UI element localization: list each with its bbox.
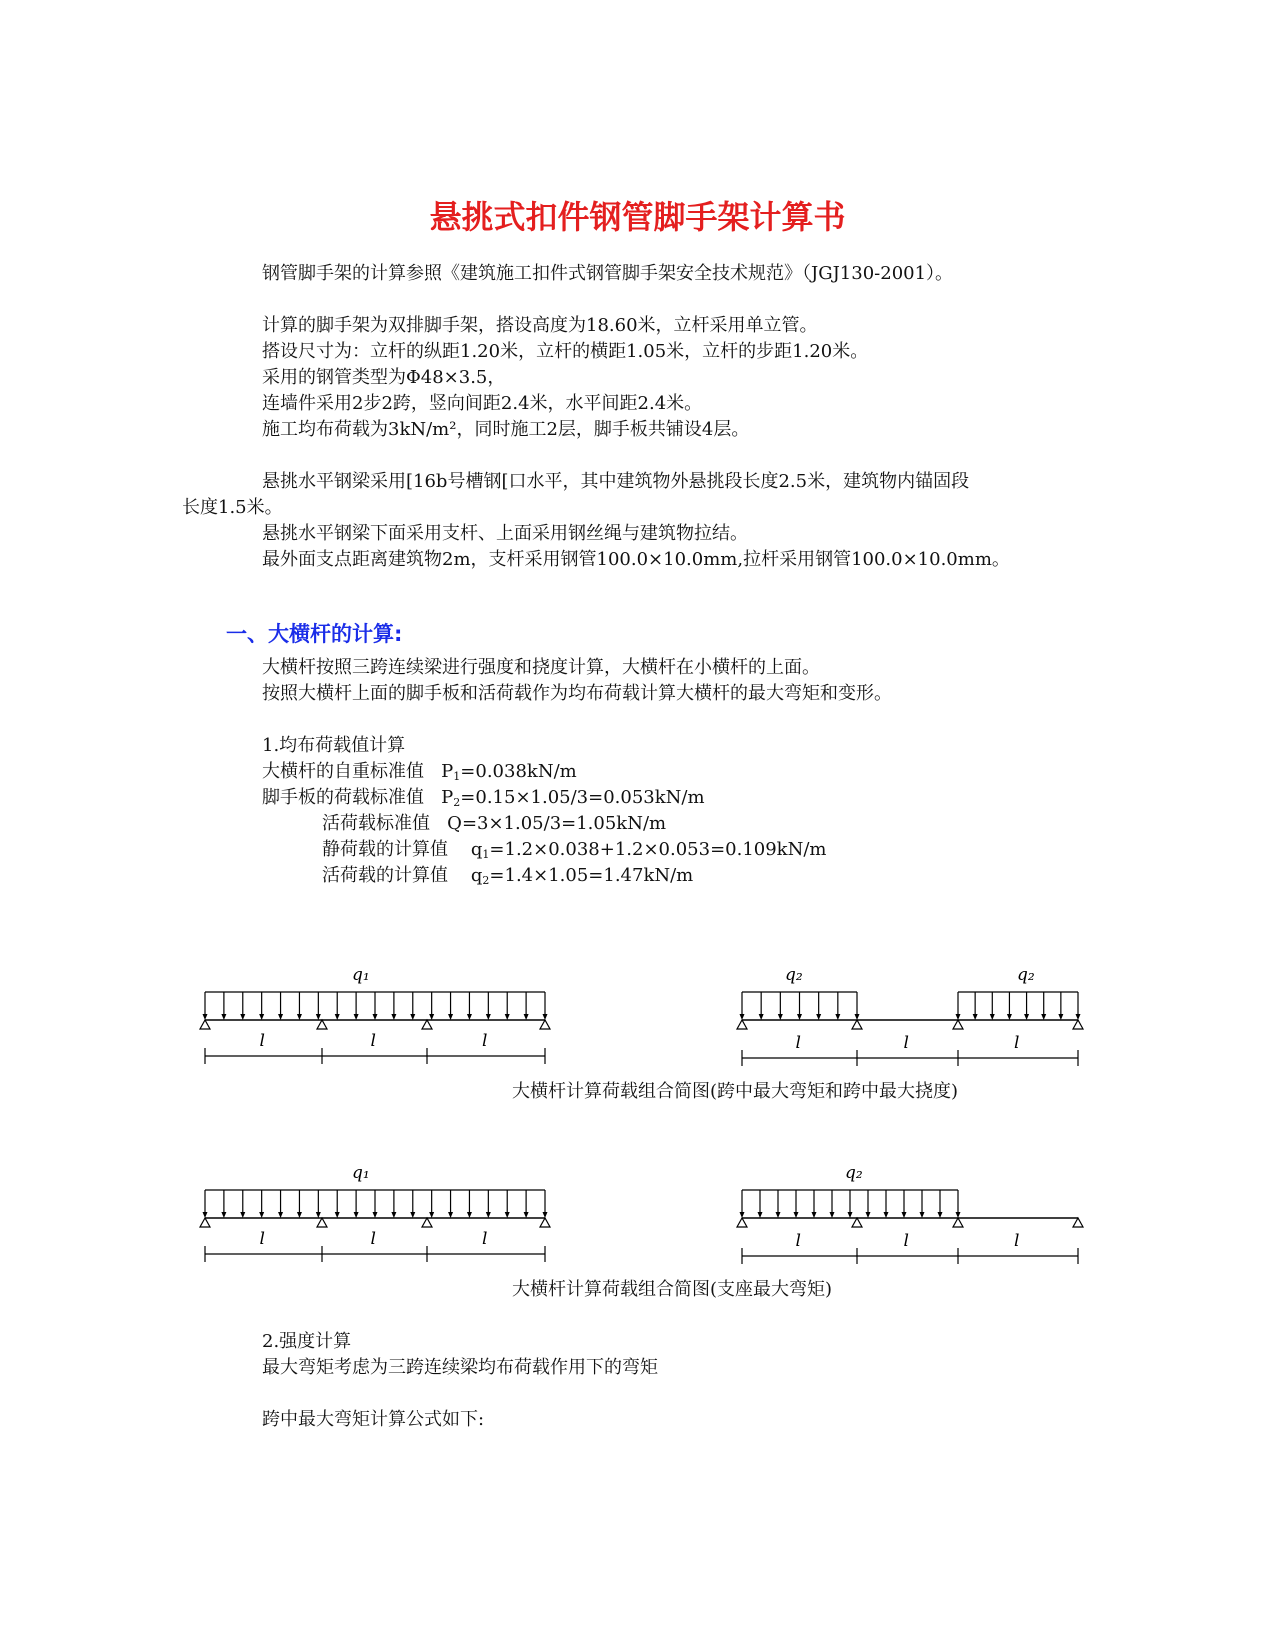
pin-support	[953, 1218, 963, 1227]
load-arrow-head	[776, 1212, 781, 1218]
intro-line-9: 悬挑水平钢梁下面采用支杆、上面采用钢丝绳与建筑物拉结。	[262, 523, 748, 544]
load-expression: =3×1.05/3=1.05kN/m	[461, 813, 667, 834]
intro-line-8: 长度1.5米。	[182, 497, 283, 518]
intro-line-6: 施工均布荷载为3kN/m²，同时施工2层，脚手板共铺设4层。	[262, 419, 750, 440]
span-label: l	[1014, 1231, 1020, 1251]
diagram-b	[737, 965, 1083, 1066]
load-arrow-head	[1058, 1014, 1063, 1020]
formula-intro: 跨中最大弯矩计算公式如下:	[262, 1409, 485, 1430]
load-arrow-head	[467, 1014, 472, 1020]
load-expression: =1.4×1.05=1.47kN/m	[489, 865, 694, 886]
load-symbol: q	[470, 839, 483, 860]
load-arrow-head	[884, 1212, 889, 1218]
load-arrow-head	[410, 1212, 415, 1218]
load-label: 静荷载的计算值	[322, 839, 448, 860]
load-arrow-head	[467, 1212, 472, 1218]
dimension-line	[742, 1231, 1078, 1264]
load-arrow-head	[316, 1212, 321, 1218]
pin-support	[737, 1218, 747, 1227]
load-label-q1: q₁	[352, 965, 370, 985]
load-arrow-head	[448, 1014, 453, 1020]
pin-support	[852, 1020, 862, 1029]
load-symbol: P	[441, 761, 454, 782]
load-symbol: Q	[447, 813, 462, 834]
span-label: l	[903, 1033, 909, 1053]
span-label: l	[482, 1031, 488, 1051]
span-label: l	[482, 1229, 488, 1249]
load-arrow-head	[278, 1212, 283, 1218]
load-arrow-head	[259, 1014, 264, 1020]
load-arrow-head	[278, 1014, 283, 1020]
pin-support	[953, 1020, 963, 1029]
load-arrow-head	[486, 1212, 491, 1218]
span-label: l	[370, 1229, 376, 1249]
load-arrow-head	[240, 1014, 245, 1020]
load-arrow-head	[448, 1212, 453, 1218]
dimension-line	[742, 1033, 1078, 1066]
load-label: 活荷载的计算值	[322, 865, 448, 886]
load-arrows	[956, 992, 1081, 1020]
intro-line-10: 最外面支点距离建筑物2m，支杆采用钢管100.0×10.0mm,拉杆采用钢管100.0×10.0mm。	[262, 549, 1010, 570]
load-arrow-head	[973, 1014, 978, 1020]
load-subscript: 2	[453, 796, 461, 809]
load-label: 大横杆的自重标准值	[262, 761, 424, 782]
intro-line-7: 悬挑水平钢梁采用[16b号槽钢[口水平，其中建筑物外悬挑段长度2.5米，建筑物内锚固段	[262, 471, 970, 492]
section-heading: 一、大横杆的计算:	[226, 622, 403, 646]
load-expression: =0.038kN/m	[460, 761, 577, 782]
diagram-a	[200, 965, 550, 1064]
load-label-q2-right: q₂	[1017, 965, 1035, 985]
load-arrow-head	[486, 1014, 491, 1020]
span-label: l	[370, 1031, 376, 1051]
load-arrow-head	[391, 1014, 396, 1020]
load-arrow-head	[830, 1212, 835, 1218]
load-symbol: q	[470, 865, 483, 886]
load-arrow-head	[524, 1212, 529, 1218]
load-arrow-head	[920, 1212, 925, 1218]
load-arrow-head	[505, 1014, 510, 1020]
load-arrow-head	[391, 1212, 396, 1218]
load-arrow-head	[1007, 1014, 1012, 1020]
supports	[200, 1218, 550, 1227]
load-arrow-head	[429, 1212, 434, 1218]
load-arrow-head	[816, 1014, 821, 1020]
load-expression: =0.15×1.05/3=0.053kN/m	[460, 787, 705, 808]
load-arrow-head	[505, 1212, 510, 1218]
load-arrows	[740, 992, 860, 1020]
supports	[737, 1218, 1083, 1227]
diagram-caption-1: 大横杆计算荷载组合简图(跨中最大弯矩和跨中最大挠度)	[512, 1081, 959, 1102]
intro-line-5: 连墙件采用2步2跨，竖向间距2.4米，水平间距2.4米。	[262, 393, 703, 414]
load-arrow-head	[429, 1014, 434, 1020]
load-arrow-head	[1041, 1014, 1046, 1020]
pin-support	[1073, 1020, 1083, 1029]
load-arrow-head	[297, 1014, 302, 1020]
load-subscript: 2	[482, 874, 490, 887]
load-arrow-head	[221, 1014, 226, 1020]
pin-support	[1073, 1218, 1083, 1227]
diagram-c	[200, 1163, 550, 1262]
pin-support	[317, 1020, 327, 1029]
load-arrow-head	[848, 1212, 853, 1218]
load-label-q1: q₁	[352, 1163, 370, 1183]
load-arrow-head	[866, 1212, 871, 1218]
pin-support	[422, 1020, 432, 1029]
load-label: 脚手板的荷载标准值	[262, 787, 424, 808]
load-arrow-head	[797, 1014, 802, 1020]
span-label: l	[259, 1229, 265, 1249]
pin-support	[737, 1020, 747, 1029]
load-arrow-head	[240, 1212, 245, 1218]
supports	[737, 1020, 1083, 1029]
intro-line-4: 采用的钢管类型为Φ48×3.5，	[262, 367, 506, 388]
dimension-line	[205, 1031, 545, 1064]
intro-line-1: 钢管脚手架的计算参照《建筑施工扣件式钢管脚手架安全技术规范》（JGJ130-2001）。	[262, 263, 954, 284]
document-title: 悬挑式扣件钢管脚手架计算书	[429, 198, 846, 236]
span-label: l	[259, 1031, 265, 1051]
pin-support	[540, 1020, 550, 1029]
load-arrows	[203, 1190, 548, 1218]
load-arrow-head	[812, 1212, 817, 1218]
load-arrow-head	[990, 1014, 995, 1020]
span-label: l	[903, 1231, 909, 1251]
strength-desc: 最大弯矩考虑为三跨连续梁均布荷载作用下的弯矩	[262, 1357, 658, 1378]
load-subscript: 1	[482, 848, 490, 861]
pin-support	[422, 1218, 432, 1227]
span-label: l	[1014, 1033, 1020, 1053]
span-label: l	[795, 1033, 801, 1053]
load-symbol: P	[441, 787, 454, 808]
pin-support	[200, 1218, 210, 1227]
load-expression: =1.2×0.038+1.2×0.053=0.109kN/m	[489, 839, 827, 860]
load-arrow-head	[373, 1212, 378, 1218]
supports	[200, 1020, 550, 1029]
load-arrow-head	[759, 1014, 764, 1020]
load-arrows	[203, 992, 548, 1020]
pin-support	[200, 1020, 210, 1029]
load-arrow-head	[259, 1212, 264, 1218]
pin-support	[317, 1218, 327, 1227]
load-arrow-head	[902, 1212, 907, 1218]
diagram-d	[737, 1163, 1083, 1264]
load-arrow-head	[835, 1014, 840, 1020]
load-subscript: 1	[453, 770, 461, 783]
load-arrow-head	[354, 1014, 359, 1020]
load-arrow-head	[221, 1212, 226, 1218]
diagram-caption-2: 大横杆计算荷载组合简图(支座最大弯矩)	[512, 1279, 833, 1300]
load-arrow-head	[297, 1212, 302, 1218]
load-arrow-head	[335, 1212, 340, 1218]
pin-support	[852, 1218, 862, 1227]
dimension-line	[205, 1229, 545, 1262]
intro-line-3: 搭设尺寸为：立杆的纵距1.20米，立杆的横距1.05米，立杆的步距1.20米。	[262, 341, 869, 362]
load-arrow-head	[410, 1014, 415, 1020]
load-label-q2-left: q₂	[785, 965, 803, 985]
load-label-q2: q₂	[845, 1163, 863, 1183]
load-arrow-head	[335, 1014, 340, 1020]
load-arrow-head	[373, 1014, 378, 1020]
intro-line-2: 计算的脚手架为双排脚手架，搭设高度为18.60米，立杆采用单立管。	[262, 315, 818, 336]
section-desc-1: 大横杆按照三跨连续梁进行强度和挠度计算，大横杆在小横杆的上面。	[262, 657, 820, 678]
load-arrows	[740, 1190, 961, 1218]
span-label: l	[795, 1231, 801, 1251]
load-arrow-head	[354, 1212, 359, 1218]
load-arrow-head	[316, 1014, 321, 1020]
strength-title: 2.强度计算	[262, 1331, 352, 1352]
load-arrow-head	[758, 1212, 763, 1218]
load-label: 活荷载标准值	[322, 813, 430, 834]
section-desc-2: 按照大横杆上面的脚手板和活荷载作为均布荷载计算大横杆的最大弯矩和变形。	[262, 683, 892, 704]
load-title: 1.均布荷载值计算	[262, 735, 406, 756]
load-arrow-head	[794, 1212, 799, 1218]
pin-support	[540, 1218, 550, 1227]
load-arrow-head	[778, 1014, 783, 1020]
load-arrow-head	[938, 1212, 943, 1218]
load-arrow-head	[524, 1014, 529, 1020]
load-arrow-head	[1024, 1014, 1029, 1020]
